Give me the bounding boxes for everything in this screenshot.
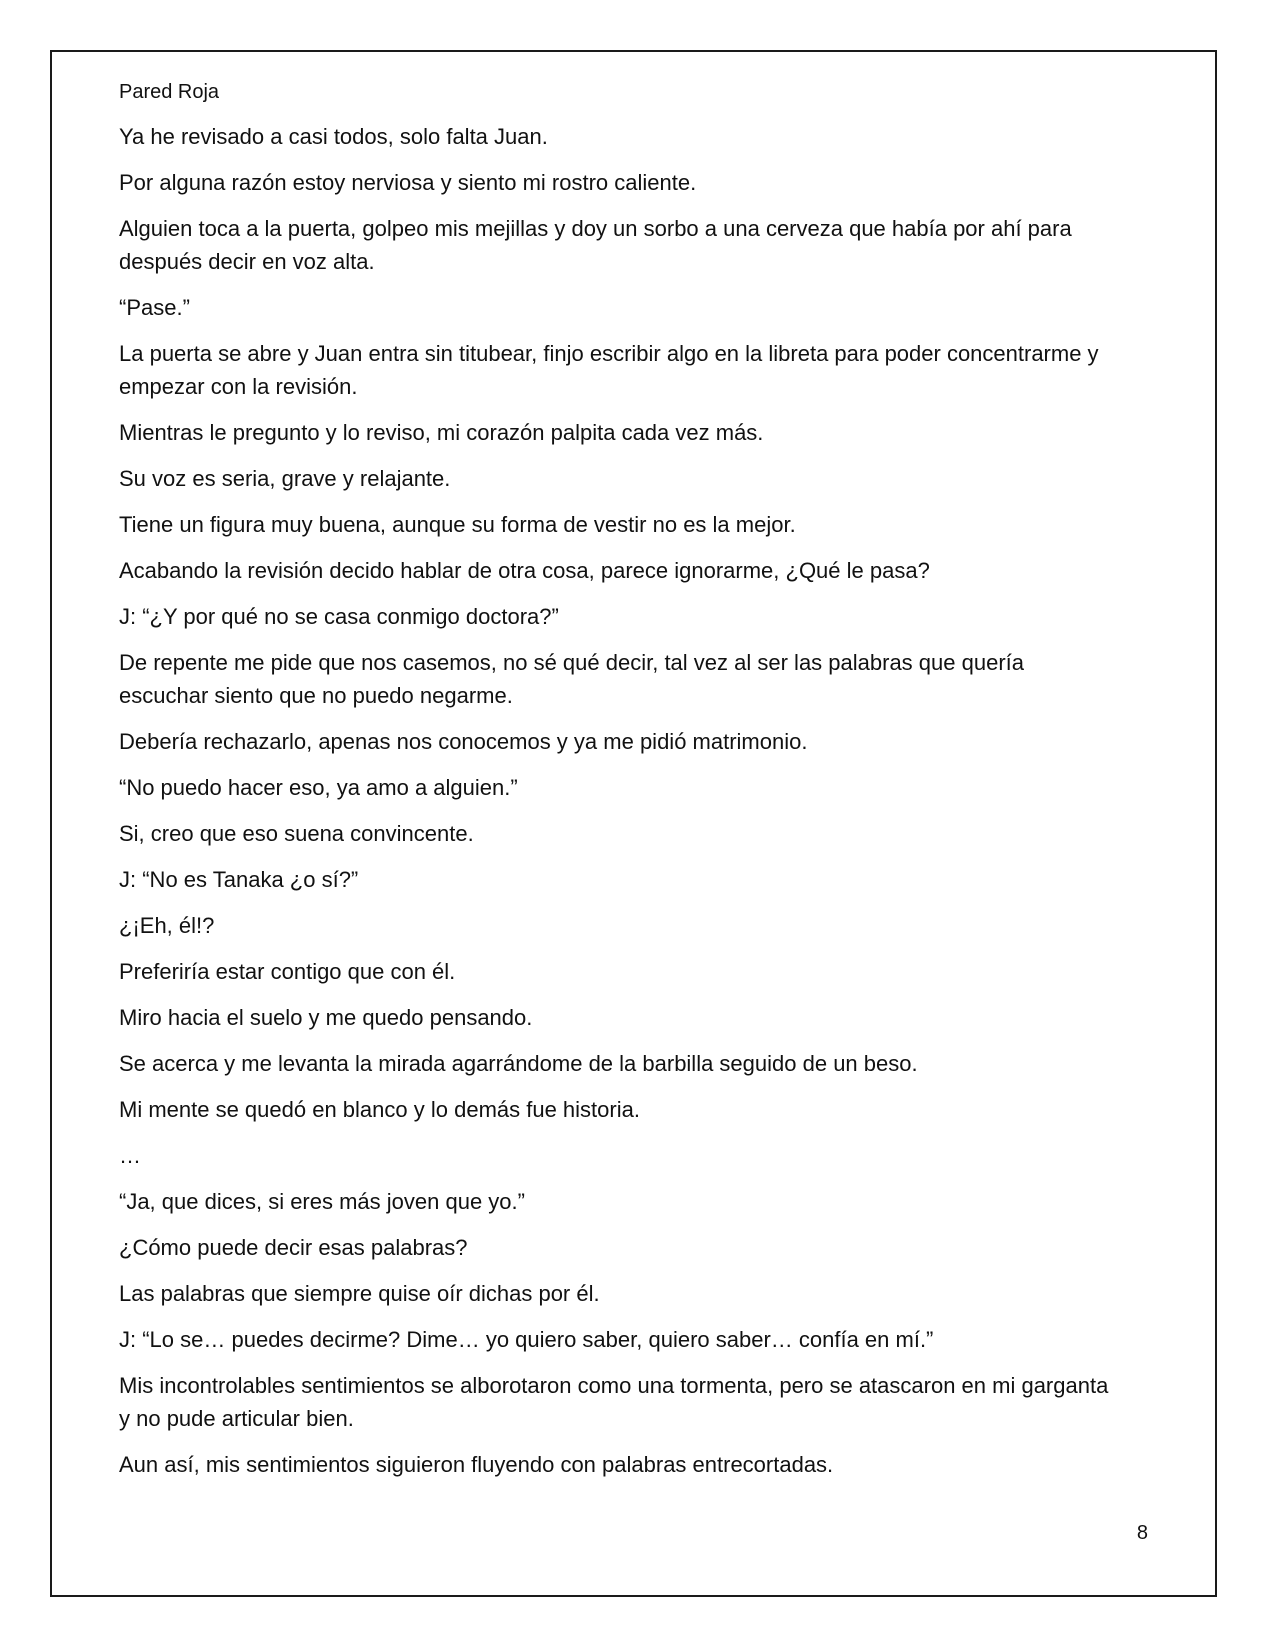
paragraph: “Ja, que dices, si eres más joven que yo.” xyxy=(119,1189,525,1214)
running-header: Pared Roja xyxy=(119,81,220,103)
page-frame xyxy=(50,50,1217,1597)
paragraph: Mis incontrolables sentimientos se alborotaron como una tormenta, pero se atascaron en mi garganta y no pude articular bien. xyxy=(119,1373,1109,1431)
paragraph: Por alguna razón estoy nerviosa y siento mi rostro caliente. xyxy=(119,170,697,195)
paragraph: Las palabras que siempre quise oír dichas por él. xyxy=(119,1281,600,1306)
paragraph: J: “Lo se… puedes decirme? Dime… yo quiero saber, quiero saber… confía en mí.” xyxy=(119,1327,934,1352)
body-text xyxy=(119,120,1119,1494)
page-number: 8 xyxy=(1136,1522,1148,1544)
paragraph: Miro hacia el suelo y me quedo pensando. xyxy=(119,1005,533,1030)
paragraph: … xyxy=(119,1143,141,1168)
paragraph: Preferiría estar contigo que con él. xyxy=(119,959,456,984)
paragraph: Aun así, mis sentimientos siguieron fluyendo con palabras entrecortadas. xyxy=(119,1452,834,1477)
paragraph: Tiene un figura muy buena, aunque su forma de vestir no es la mejor. xyxy=(119,512,796,537)
paragraph: J: “¿Y por qué no se casa conmigo doctora?” xyxy=(119,604,559,629)
paragraph: Su voz es seria, grave y relajante. xyxy=(119,466,451,491)
paragraph: La puerta se abre y Juan entra sin titubear, finjo escribir algo en la libreta para poder concentrarme y empezar con la revisión. xyxy=(119,341,1099,399)
paragraph: Mientras le pregunto y lo reviso, mi corazón palpita cada vez más. xyxy=(119,420,764,445)
paragraph: ¿Cómo puede decir esas palabras? xyxy=(119,1235,468,1260)
paragraph: “No puedo hacer eso, ya amo a alguien.” xyxy=(119,775,518,800)
paragraph: Debería rechazarlo, apenas nos conocemos y ya me pidió matrimonio. xyxy=(119,729,808,754)
paragraph: Alguien toca a la puerta, golpeo mis mejillas y doy un sorbo a una cerveza que había por ahí para después decir en voz alta. xyxy=(119,216,1072,274)
paragraph: “Pase.” xyxy=(119,295,190,320)
paragraph: J: “No es Tanaka ¿o sí?” xyxy=(119,867,359,892)
paragraph: Mi mente se quedó en blanco y lo demás fue historia. xyxy=(119,1097,640,1122)
paragraph: Ya he revisado a casi todos, solo falta Juan. xyxy=(119,124,548,149)
paragraph: Se acerca y me levanta la mirada agarrándome de la barbilla seguido de un beso. xyxy=(119,1051,918,1076)
paragraph: De repente me pide que nos casemos, no sé qué decir, tal vez al ser las palabras que quería escuchar siento que no puedo negarme. xyxy=(119,650,1024,708)
paragraph: Acabando la revisión decido hablar de otra cosa, parece ignorarme, ¿Qué le pasa? xyxy=(119,558,930,583)
paragraph: ¿¡Eh, él!? xyxy=(119,913,215,938)
paragraph: Si, creo que eso suena convincente. xyxy=(119,821,474,846)
